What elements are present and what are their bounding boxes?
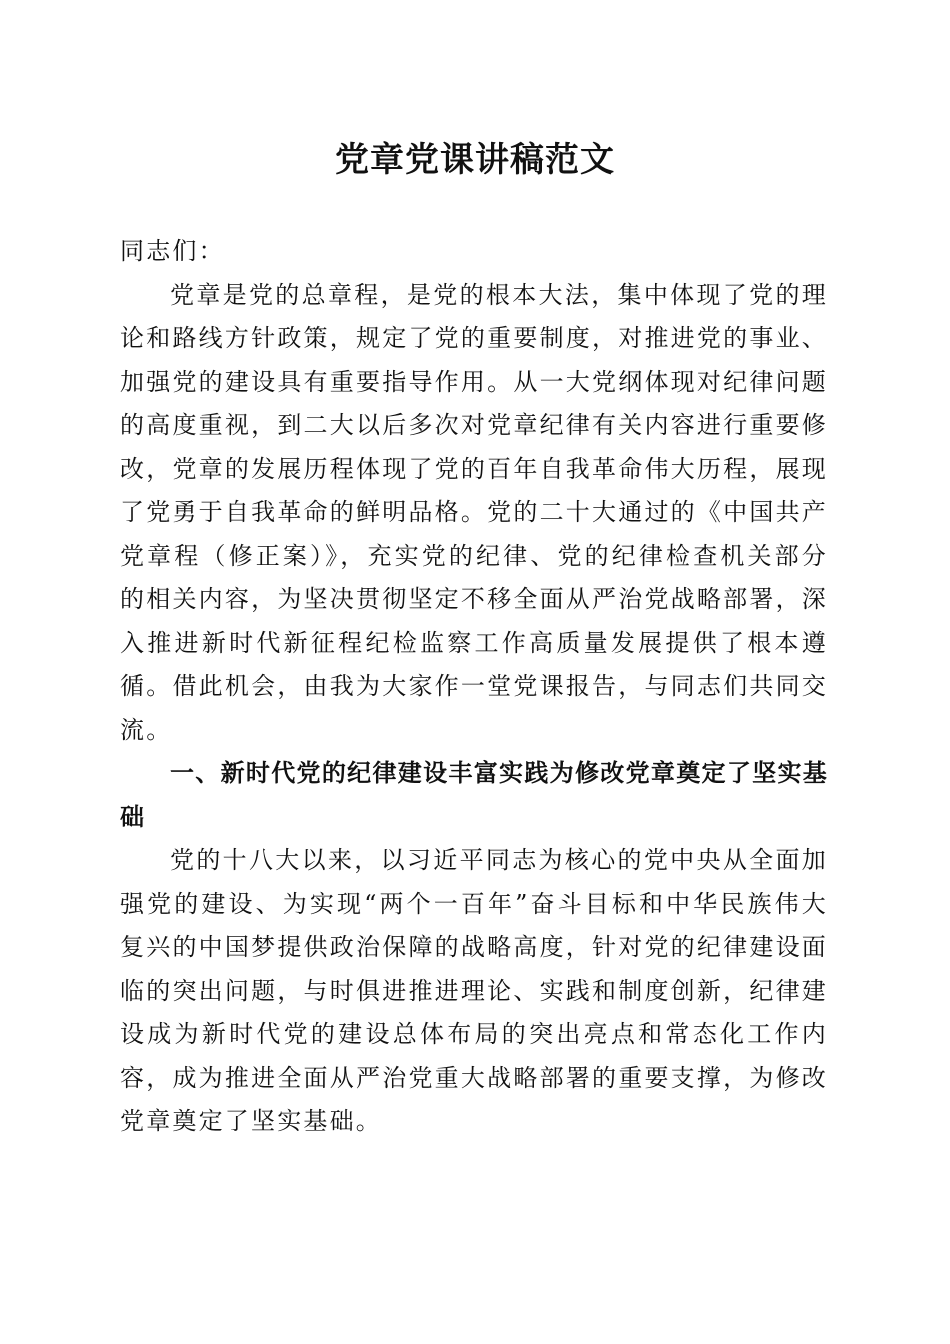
section-heading: 一、新时代党的纪律建设丰富实践为修改党章奠定了坚实基础 [120, 759, 828, 831]
document-body [120, 230, 828, 1144]
document-title: 党章党课讲稿范文 [335, 140, 615, 180]
section-paragraph: 党的十八大以来，以习近平同志为核心的党中央从全面加强党的建设、为实现“两个一百年”奋斗目标和中华民族伟大复兴的中国梦提供政治保障的战略高度，针对党的纪律建设面临的突出问题，与时俱进推进理论、实践和制度创新，纪律建设成为新时代党的建设总体布局的突出亮点和常态化工作内容，成为推进全面从严治党重大战略部署的重要支撑，为修改党章奠定了坚实基础。 [120, 846, 828, 1135]
salutation: 同志们： [120, 237, 225, 265]
intro-paragraph: 党章是党的总章程，是党的根本大法，集中体现了党的理论和路线方针政策，规定了党的重要制度，对推进党的事业、加强党的建设具有重要指导作用。从一大党纲体现对纪律问题的高度重视，到二大以后多次对党章纪律有关内容进行重要修改，党章的发展历程体现了党的百年自我革命伟大历程，展现了党勇于自我革命的鲜明品格。党的二十大通过的《中国共产党章程（修正案）》，充实党的纪律、党的纪律检查机关部分的相关内容，为坚决贯彻坚定不移全面从严治党战略部署，深入推进新时代新征程纪检监察工作高质量发展提供了根本遵循。借此机会，由我为大家作一堂党课报告，与同志们共同交流。 [120, 280, 828, 744]
